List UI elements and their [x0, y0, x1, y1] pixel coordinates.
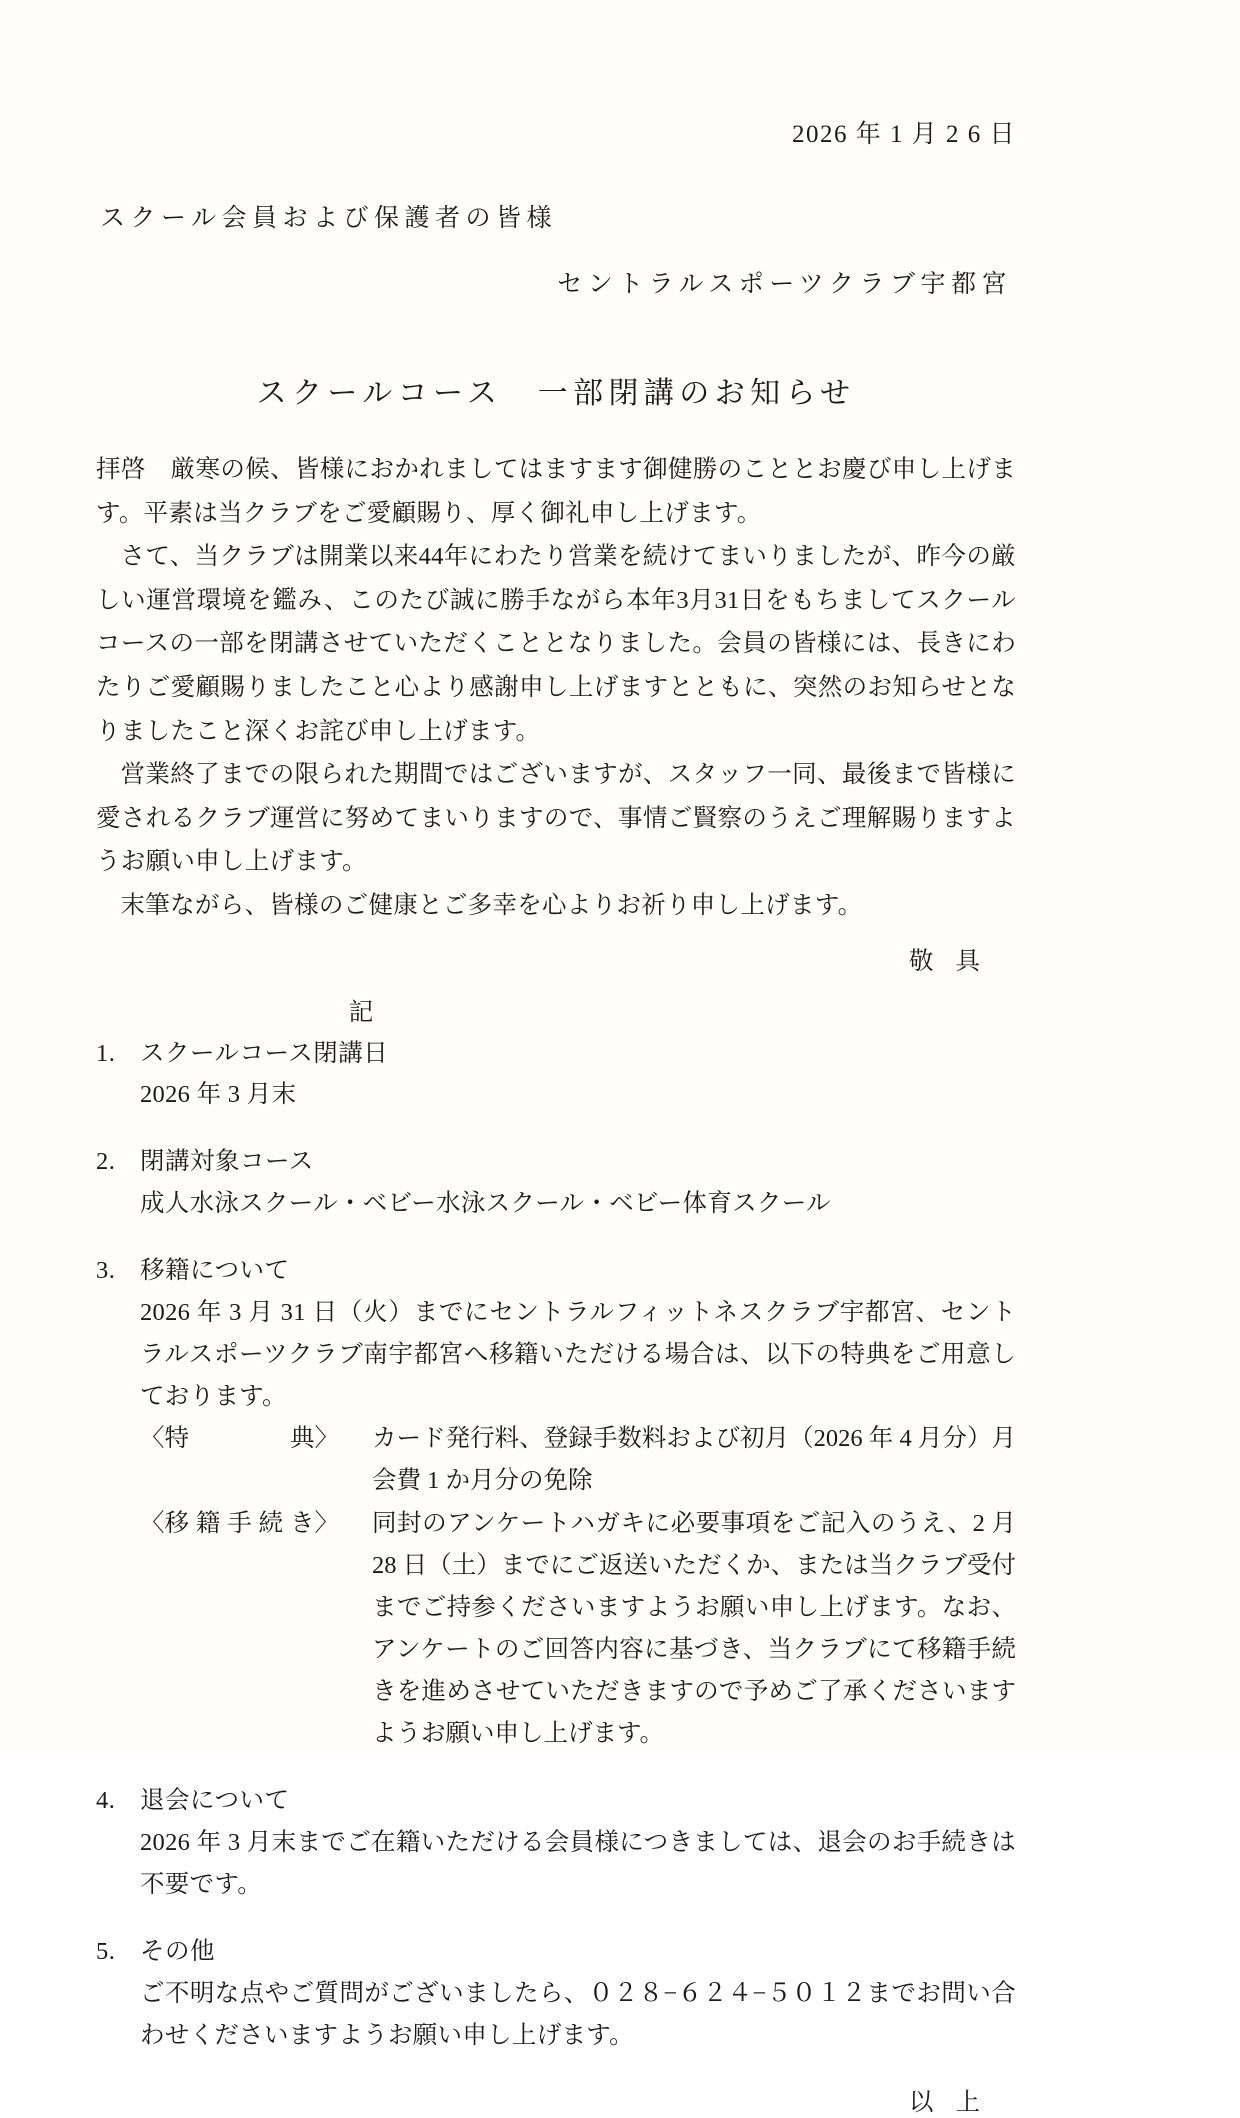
page-title: スクールコース 一部閉講のお知らせ [256, 377, 856, 410]
item-body: 2026 年 3 月末 [140, 1081, 297, 1109]
ki-marker: 記 [348, 998, 374, 1026]
item-title: スクールコース閉講日 [140, 1039, 389, 1067]
bracket-close: 〉 [314, 1509, 339, 1537]
document-date: 2026 年 1 月 2 6 日 [791, 121, 1016, 148]
item-number: 1. [96, 1039, 116, 1067]
item-number: 2. [96, 1148, 116, 1176]
item-number: 5. [96, 1938, 116, 1966]
item-title: 移籍について [140, 1257, 290, 1285]
benefit-text: カード発行料、登録手数料および初月（2026 年 4 月分）月会費 1 か月分の免除 [372, 1425, 1016, 1495]
document-sender: セントラルスポーツクラブ宇都宮 [557, 271, 1012, 298]
document-recipient: スクール会員および保護者の皆様 [100, 205, 558, 232]
closing-paragraph: 末筆ながら、皆様のご健康とご多幸を心よりお祈り申し上げます。 [120, 892, 863, 920]
item-number: 4. [96, 1787, 116, 1815]
bracket-close: 〉 [314, 1425, 339, 1453]
item-body: ご不明な点やご質問がございましたら、０２８−６２４−５０１２までお問い合わせくださいますようお願い申し上げます。 [140, 1979, 1016, 2049]
list-item [96, 1034, 1016, 1117]
document-body [96, 96, 1016, 2118]
item-title: 閉講対象コース [140, 1148, 314, 1176]
list-item [96, 1251, 1016, 1755]
main-paragraph: さて、当クラブは開業以来44年にわたり営業を続けてまいりましたが、昨今の厳しい運営環境を鑑み、このたび誠に勝手ながら本年3月31日をもちましてスクールコースの一部を閉講させていただくこととなりました。会員の皆様には、長きにわたりご愛顧賜りましたこと心より感謝申し上げますとともに、突然のお知らせとなりましたこと深くお詫び申し上げます。 [96, 543, 1016, 745]
transfer-procedure-row [140, 1503, 1016, 1756]
numbered-items-list [96, 1034, 1016, 2057]
list-item [96, 1781, 1016, 1906]
benefit-label [140, 1418, 372, 1502]
transfer-procedure-text: 同封のアンケートハガキに必要事項をご記入のうえ、2 月 28 日（土）までにご返送いただくか、または当クラブ受付までご持参くださいますようお願い申し上げます。なお、アンケートのご回答内容に基づき、当クラブにて移籍手続きを進めさせていただきますので予めご了承くださいますようお願い申し上げます。 [372, 1509, 1016, 1748]
item-body: 2026 年 3 月 31 日（火）までにセントラルフィットネスクラブ宇都宮、セントラルスポーツクラブ南宇都宮へ移籍いただける場合は、以下の特典をご用意しております。 [140, 1298, 1016, 1411]
bracket-open: 〈 [140, 1425, 165, 1453]
item-number: 3. [96, 1257, 116, 1285]
letter-body [96, 448, 1016, 1028]
item-body: 成人水泳スクール・ベビー水泳スクール・ベビー体育スクール [140, 1190, 831, 1218]
benefit-row [140, 1418, 1016, 1502]
staff-paragraph: 営業終了までの限られた期間ではございますが、スタッフ一同、最後まで皆様に愛されるクラブ運営に努めてまいりますので、事情ご賢察のうえご理解賜りますようお願い申し上げます。 [96, 761, 1016, 876]
transfer-procedure-label [140, 1503, 372, 1756]
item-title: その他 [140, 1938, 215, 1966]
closing-word: 敬具 [908, 947, 1002, 975]
list-item [96, 1142, 1016, 1225]
item-body: 2026 年 3 月末までご在籍いただける会員様につきましては、退会のお手続きは不要です。 [140, 1828, 1016, 1899]
final-word: 以上 [908, 2089, 1002, 2117]
benefit-label-text: 特典 [164, 1425, 315, 1453]
list-item [96, 1932, 1016, 2057]
transfer-procedure-label-text: 移籍手続き [164, 1509, 315, 1537]
bracket-open: 〈 [140, 1509, 165, 1537]
item-title: 退会について [140, 1787, 290, 1815]
greeting-paragraph: 拝啓 厳寒の候、皆様におかれましてはますます御健勝のこととお慶び申し上げます。平素は当クラブをご愛顧賜り、厚く御礼申し上げます。 [96, 456, 1016, 527]
